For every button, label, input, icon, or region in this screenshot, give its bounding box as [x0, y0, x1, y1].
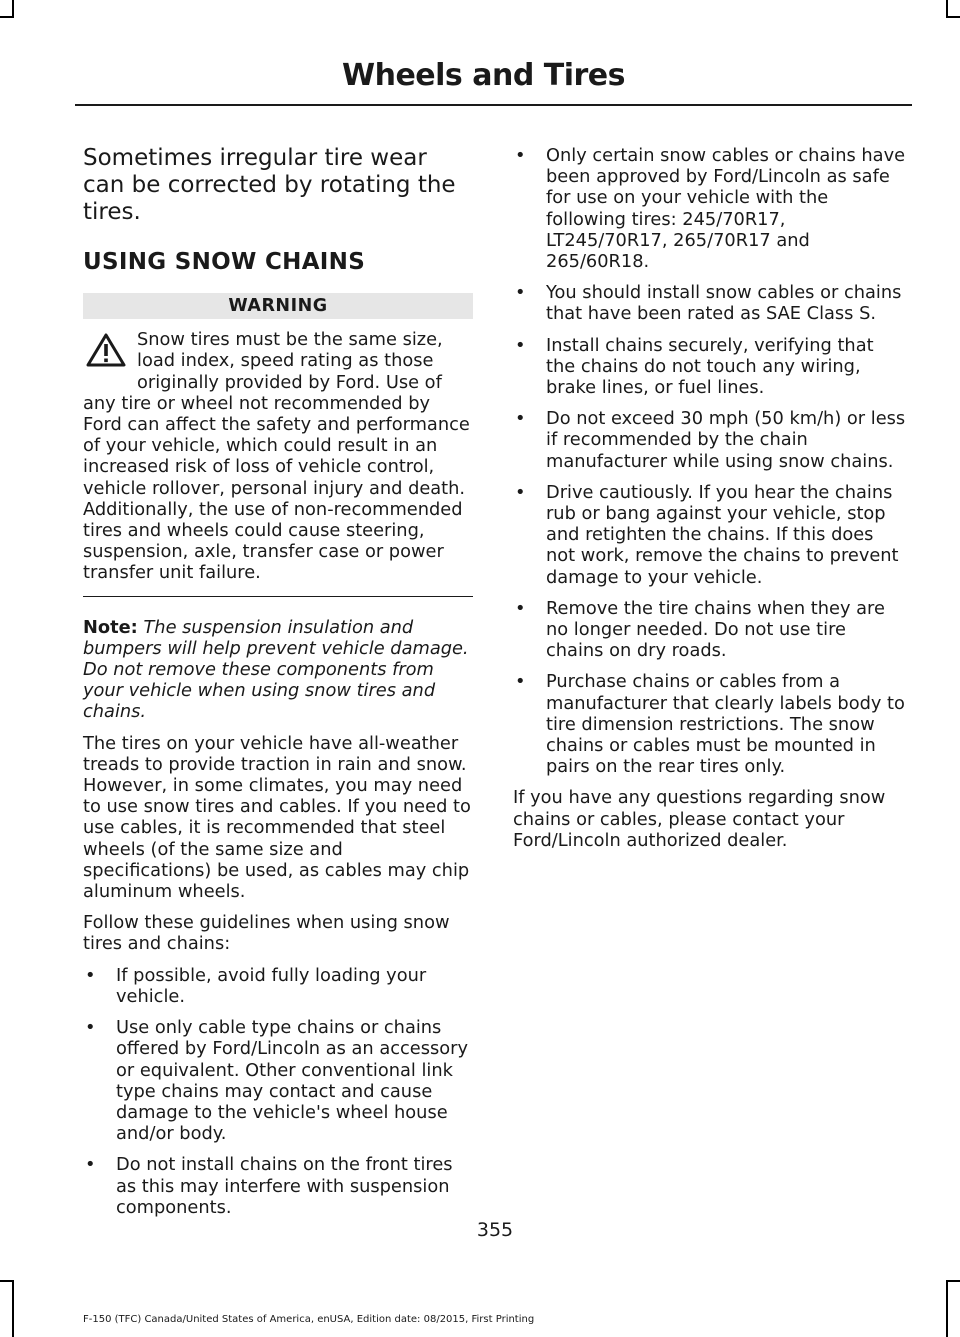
crop-mark: [946, 16, 960, 18]
warning-body: [83, 319, 473, 596]
warning-label: WARNING: [83, 293, 473, 319]
edition-footer: F-150 (TFC) Canada/United States of America, enUSA, Edition date: 08/2015, First Printing: [83, 1314, 535, 1325]
list-item: • Do not exceed 30 mph (50 km/h) or less if recommended by the chain manufacturer while using snow chains.: [513, 408, 906, 472]
crop-mark: [0, 1280, 14, 1282]
warning-triangle-icon: [85, 332, 127, 368]
guideline-list: [83, 965, 473, 1218]
section-heading: USING SNOW CHAINS: [83, 249, 366, 275]
crop-mark: [0, 16, 14, 18]
intro-paragraph: Sometimes irregular tire wear can be corrected by rotating the tires.: [83, 145, 456, 225]
page-number: 355: [476, 1219, 514, 1241]
crop-mark: [946, 1280, 948, 1337]
header-divider: [75, 104, 912, 106]
note-label: Note:: [83, 616, 138, 638]
list-item: • You should install snow cables or chains that have been rated as SAE Class S.: [513, 282, 906, 324]
list-item: • Remove the tire chains when they are no longer needed. Do not use tire chains on dry roads.: [513, 598, 906, 662]
page-header-title: Wheels and Tires: [342, 58, 625, 93]
crop-mark: [946, 1280, 960, 1282]
warning-box: [83, 293, 473, 596]
crop-mark: [946, 0, 948, 16]
list-item: • Drive cautiously. If you hear the chains rub or bang against your vehicle, stop and retighten the chains. If this does not work, remove the chains to prevent damage to your vehicle.: [513, 482, 906, 588]
list-item: • If possible, avoid fully loading your vehicle.: [83, 965, 473, 1007]
crop-mark: [12, 1280, 14, 1337]
warning-text: Snow tires must be the same size, load index, speed rating as those originally provided by Ford. Use of any tire or wheel not recommended by Ford can affect the safety and performance of your vehicle, which could result in an increased risk of loss of vehicle control, vehicle rollover, personal injury and death. Additionally, the use of non-recommended tires and wheels could cause steering, suspension, axle, transfer case or power transfer unit failure.: [83, 329, 470, 584]
list-item: • Do not install chains on the front tires as this may interfere with suspension components.: [83, 1154, 473, 1218]
guideline-list: [513, 145, 906, 777]
body-paragraph: The tires on your vehicle have all-weather treads to provide traction in rain and snow. However, in some climates, you may need to use snow tires and cables. If you need to use cables, it is recommended that steel wheels (of the same size and specifications) be used, as cables may chip aluminum wheels.: [83, 732, 471, 903]
list-item: • Purchase chains or cables from a manufacturer that clearly labels body to tire dimension restrictions. The snow chains or cables must be mounted in pairs on the rear tires only.: [513, 671, 906, 777]
left-column: [83, 145, 473, 1228]
note-text: The suspension insulation and bumpers will help prevent vehicle damage. Do not remove these components from your vehicle when using snow tires and chains.: [83, 616, 469, 723]
list-item: • Only certain snow cables or chains have been approved by Ford/Lincoln as safe for use on your vehicle with the following tires: 245/70R17, LT245/70R17, 265/70R17 and 265/60R18.: [513, 145, 906, 272]
note-paragraph: [83, 617, 473, 723]
crop-mark: [12, 0, 14, 16]
list-item: • Install chains securely, verifying that the chains do not touch any wiring, brake lines, or fuel lines.: [513, 335, 906, 399]
body-paragraph: Follow these guidelines when using snow tires and chains:: [83, 912, 450, 955]
list-item: • Use only cable type chains or chains offered by Ford/Lincoln as an accessory or equivalent. Other conventional link type chains may contact and cause damage to the vehicle's wheel house and/or body.: [83, 1017, 473, 1144]
right-column: [513, 145, 906, 861]
closing-paragraph: If you have any questions regarding snow chains or cables, please contact your Ford/Lincoln authorized dealer.: [513, 787, 886, 851]
